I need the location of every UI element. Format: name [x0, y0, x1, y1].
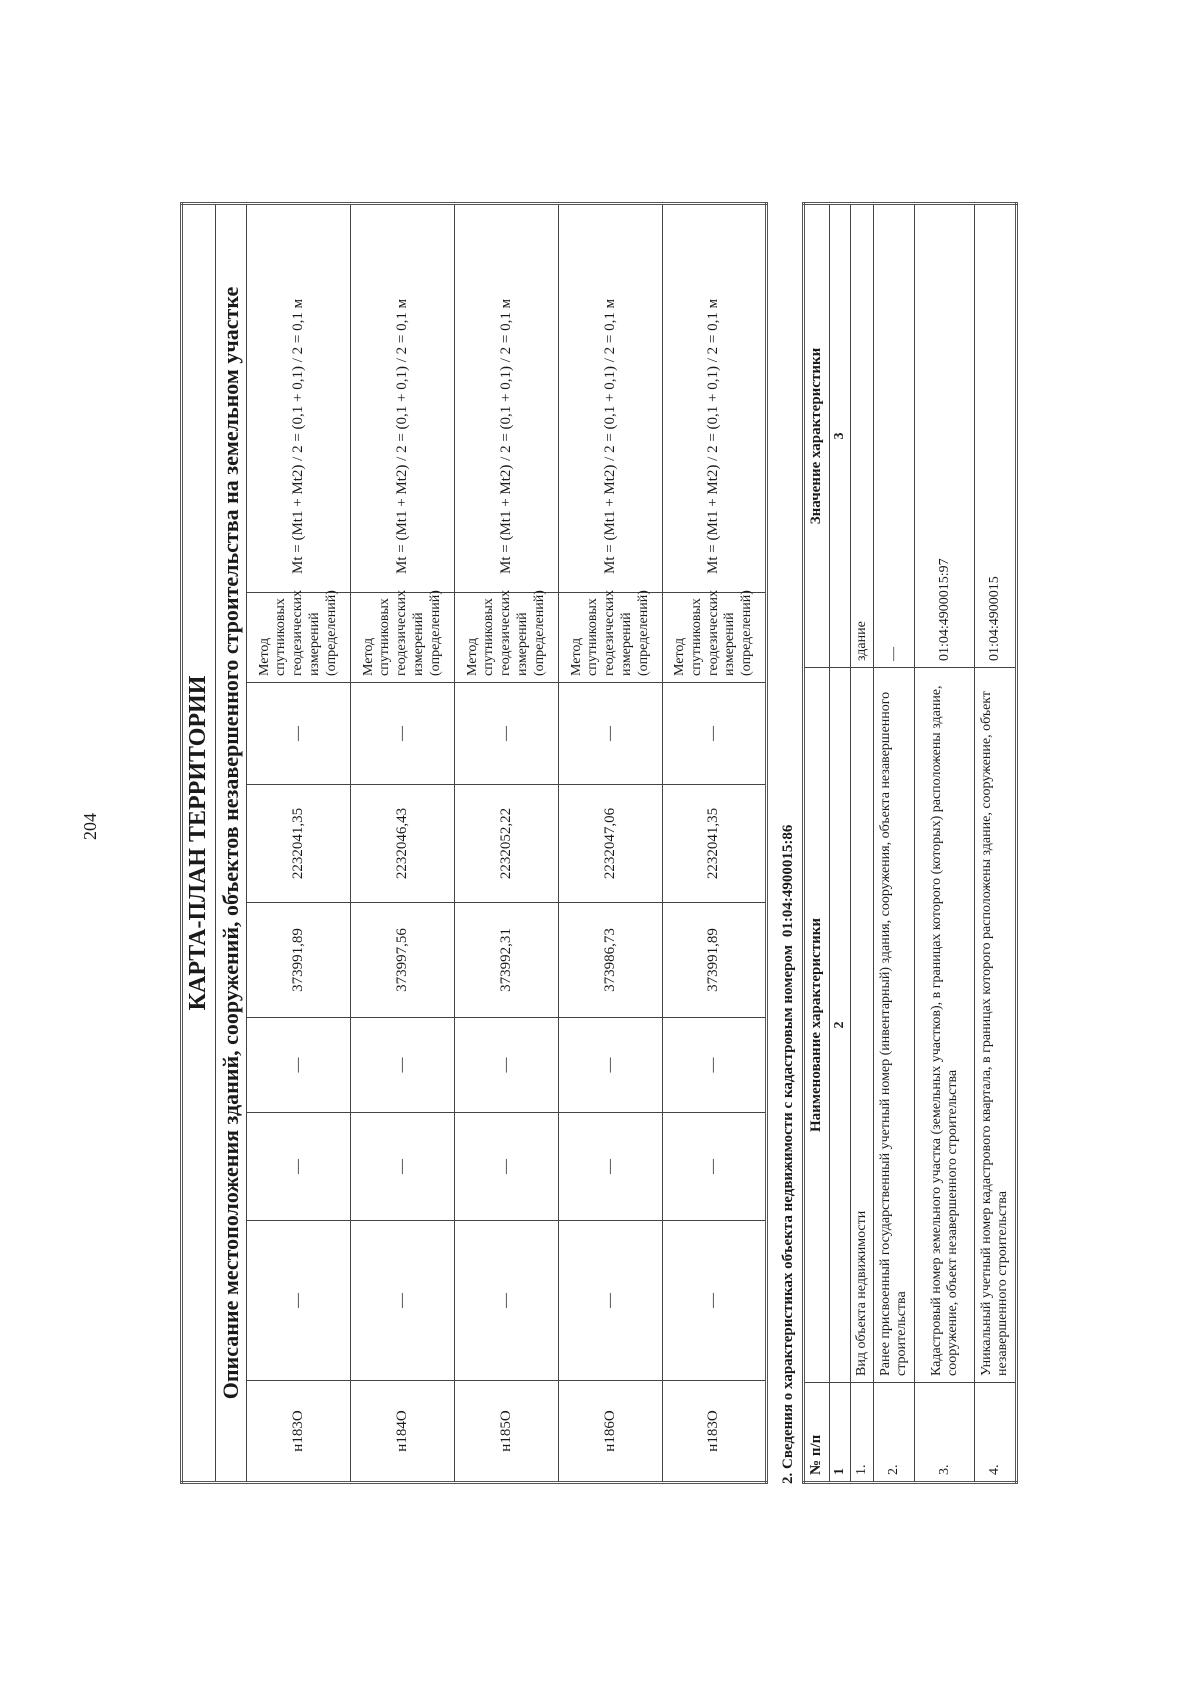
table-row [915, 204, 975, 1483]
empty-cell: — [455, 1113, 559, 1221]
points-table [180, 202, 768, 1484]
section1-title: Описание местоположения зданий, сооружений, объектов незавершенного строительства на земельном участке [216, 204, 247, 1483]
empty-cell: — [247, 1221, 351, 1381]
method-description: Метод спутниковых геодезических измерений (определений) [247, 593, 351, 683]
empty-cell: — [247, 683, 351, 785]
coord-y: 2232041,35 [663, 785, 767, 903]
table-row [351, 204, 455, 1483]
col-number: 2 [830, 668, 851, 1383]
row-value: 01:04:4900015:97 [915, 204, 975, 668]
header-value: Значение характеристики [804, 204, 830, 668]
empty-cell: — [351, 1113, 455, 1221]
coord-x: 373997,56 [351, 903, 455, 1018]
empty-cell: — [559, 1221, 663, 1381]
empty-cell: — [455, 1018, 559, 1113]
section2-title [780, 202, 802, 1484]
section2-title-text: 2. Сведения о характеристиках объекта недвижимости с кадастровым номером [780, 945, 796, 1484]
row-name: Кадастровый номер земельного участка (земельных участков), в границах которого (которых) расположены здание, сооружение, объект незавершенного строительства [915, 668, 975, 1383]
row-num: 4. [975, 1383, 1017, 1483]
accuracy-formula: Mt = (Mt1 + Mt2) / 2 = (0,1 + 0,1) / 2 = 0,1 м [663, 204, 767, 593]
coord-y: 2232046,43 [351, 785, 455, 903]
coord-x: 373991,89 [247, 903, 351, 1018]
empty-cell: — [247, 1018, 351, 1113]
table-row [559, 204, 663, 1483]
table-row [247, 204, 351, 1483]
coord-x: 373991,89 [663, 903, 767, 1018]
row-num: 3. [915, 1383, 975, 1483]
empty-cell: — [351, 683, 455, 785]
accuracy-formula: Mt = (Mt1 + Mt2) / 2 = (0,1 + 0,1) / 2 = 0,1 м [559, 204, 663, 593]
empty-cell: — [559, 1018, 663, 1113]
row-value: здание [851, 204, 874, 668]
point-name: н184О [351, 1381, 455, 1483]
row-num: 1. [851, 1383, 874, 1483]
point-name: н185О [455, 1381, 559, 1483]
row-name: Вид объекта недвижимости [851, 668, 874, 1383]
empty-cell: — [663, 1018, 767, 1113]
header-num: № п/п [804, 1383, 830, 1483]
col-number: 3 [830, 204, 851, 668]
karta-plan-sheet [180, 202, 1036, 1484]
page-number: 204 [80, 813, 100, 840]
row-value: — [874, 204, 915, 668]
point-name: н183О [663, 1381, 767, 1483]
table-row [874, 204, 915, 1483]
coord-y: 2232047,06 [559, 785, 663, 903]
empty-cell: — [351, 1221, 455, 1381]
empty-cell: — [663, 1221, 767, 1381]
coord-y: 2232041,35 [247, 785, 351, 903]
empty-cell: — [247, 1113, 351, 1221]
coord-y: 2232052,22 [455, 785, 559, 903]
cadastral-number: 01:04:4900015:86 [780, 824, 796, 938]
empty-cell: — [455, 1221, 559, 1381]
point-name: н183О [247, 1381, 351, 1483]
coord-x: 373992,31 [455, 903, 559, 1018]
row-name: Ранее присвоенный государственный учетный номер (инвентарный) здания, сооружения, объекта незавершенного строительства [874, 668, 915, 1383]
table-row [975, 204, 1017, 1483]
empty-cell: — [559, 683, 663, 785]
empty-cell: — [663, 1113, 767, 1221]
method-description: Метод спутниковых геодезических измерений (определений) [455, 593, 559, 683]
coord-x: 373986,73 [559, 903, 663, 1018]
method-description: Метод спутниковых геодезических измерений (определений) [559, 593, 663, 683]
row-num: 2. [874, 1383, 915, 1483]
col-number: 1 [830, 1383, 851, 1483]
document-title: КАРТА-ПЛАН ТЕРРИТОРИИ [182, 204, 216, 1483]
empty-cell: — [455, 683, 559, 785]
header-name: Наименование характеристики [804, 668, 830, 1383]
empty-cell: — [663, 683, 767, 785]
accuracy-formula: Mt = (Mt1 + Mt2) / 2 = (0,1 + 0,1) / 2 = 0,1 м [351, 204, 455, 593]
accuracy-formula: Mt = (Mt1 + Mt2) / 2 = (0,1 + 0,1) / 2 = 0,1 м [455, 204, 559, 593]
method-description: Метод спутниковых геодезических измерений (определений) [351, 593, 455, 683]
empty-cell: — [351, 1018, 455, 1113]
row-value: 01:04:4900015 [975, 204, 1017, 668]
method-description: Метод спутниковых геодезических измерений (определений) [663, 593, 767, 683]
accuracy-formula: Mt = (Mt1 + Mt2) / 2 = (0,1 + 0,1) / 2 = 0,1 м [247, 204, 351, 593]
point-name: н186О [559, 1381, 663, 1483]
table-row [663, 204, 767, 1483]
empty-cell: — [559, 1113, 663, 1221]
table-row [455, 204, 559, 1483]
row-name: Уникальный учетный номер кадастрового квартала, в границах которого расположены здание, сооружение, объект незавершенного строительства [975, 668, 1017, 1383]
table-row [851, 204, 874, 1483]
characteristics-table [802, 202, 1018, 1484]
